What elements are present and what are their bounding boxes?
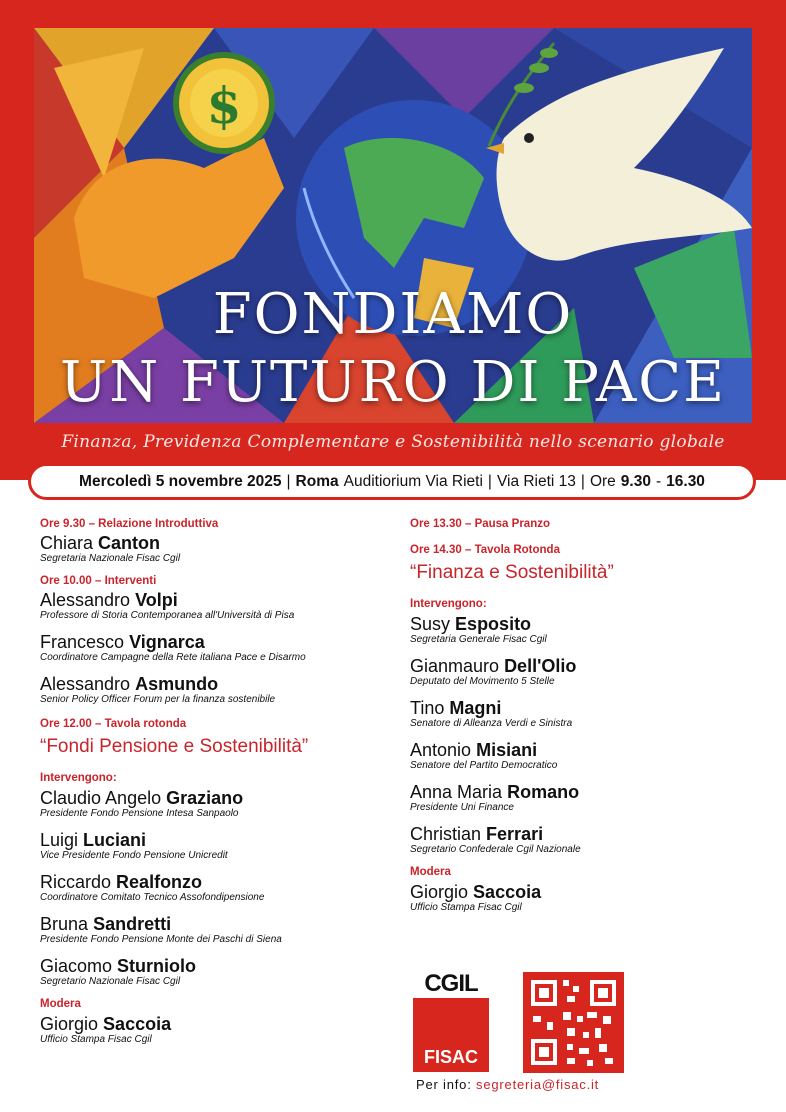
cgil-fisac-logo: [413, 970, 489, 1072]
speaker-role: Segretario Confederale Cgil Nazionale: [410, 844, 581, 855]
speaker-name: Susy Esposito: [410, 614, 532, 634]
session-time: Ore 14.30 – Tavola Rotonda: [410, 544, 560, 556]
speaker-name: Chiara Canton: [40, 533, 161, 553]
time-dash: -: [655, 472, 662, 490]
speaker-role: Presidente Uni Finance: [410, 802, 514, 813]
speaker-role: Deputato del Movimento 5 Stelle: [410, 676, 555, 687]
logo-top-text: CGIL: [413, 970, 489, 998]
start-time: 9.30: [620, 472, 651, 490]
roundtable-title: “Finanza e Sostenibilità”: [410, 562, 614, 583]
contact-info: [416, 1077, 599, 1092]
speaker-role: Segretario Nazionale Fisac Cgil: [40, 976, 181, 987]
event-city: Roma: [295, 472, 339, 490]
separator: |: [487, 472, 492, 490]
speaker-name: Anna Maria Romano: [410, 782, 580, 802]
speaker-name: Bruna Sandretti: [40, 914, 172, 934]
speaker-name: Alessandro Asmundo: [40, 674, 219, 694]
separator: |: [286, 472, 291, 490]
email-link[interactable]: segreteria@fisac.it: [476, 1077, 600, 1092]
session-time: Ore 9.30 – Relazione Introduttiva: [40, 518, 219, 530]
speaker-role: Presidente Fondo Pensione Monte dei Paschi di Siena: [40, 934, 282, 945]
session-time: Ore 10.00 – Interventi: [40, 575, 157, 587]
speaker-name: Francesco Vignarca: [40, 632, 205, 652]
moderator-label: Modera: [40, 998, 81, 1010]
speaker-name: Luigi Luciani: [40, 830, 147, 850]
event-date: Mercoledì 5 novembre 2025: [79, 472, 282, 490]
speaker-name: Tino Magni: [410, 698, 502, 718]
speaker-role: Segretaria Generale Fisac Cgil: [410, 634, 547, 645]
separator: |: [580, 472, 585, 490]
speaker-role: Presidente Fondo Pensione Intesa Sanpaolo: [40, 808, 239, 819]
event-venue: Auditiorium Via Rieti: [343, 472, 483, 490]
title-line-1: FONDIAMO: [212, 282, 574, 347]
speaker-name: Antonio Misiani: [410, 740, 538, 760]
hours-prefix: Ore: [589, 472, 616, 490]
speaker-name: Riccardo Realfonzo: [40, 872, 203, 892]
speaker-role: Vice Presidente Fondo Pensione Unicredit: [40, 850, 228, 861]
session-time: Ore 13.30 – Pausa Pranzo: [410, 518, 550, 530]
date-location-bar: [28, 463, 756, 500]
speaker-role: Senior Policy Officer Forum per la finanza sostenibile: [40, 694, 276, 705]
svg-text:$: $: [206, 76, 242, 135]
speaker-name: Gianmauro Dell'Olio: [410, 656, 577, 676]
speaker-role: Coordinatore Comitato Tecnico Assofondipensione: [40, 892, 265, 903]
info-label: Per info:: [416, 1077, 472, 1092]
program-left-column: [40, 518, 380, 1056]
title-line-2: UN FUTURO DI PACE: [60, 350, 726, 415]
speaker-role: Senatore del Partito Democratico: [410, 760, 558, 771]
event-address: Via Rieti 13: [496, 472, 576, 490]
speaker-name: Giacomo Sturniolo: [40, 956, 197, 976]
speaker-role: Coordinatore Campagne della Rete italiana Pace e Disarmo: [40, 652, 306, 663]
speaker-name: Giorgio Saccoia: [40, 1014, 172, 1034]
speaker-role: Ufficio Stampa Fisac Cgil: [410, 902, 522, 913]
speaker-name: Claudio Angelo Graziano: [40, 788, 244, 808]
moderator-label: Modera: [410, 866, 451, 878]
speaker-role: Ufficio Stampa Fisac Cgil: [40, 1034, 152, 1045]
speaker-role: Segretaria Nazionale Fisac Cgil: [40, 553, 181, 564]
speakers-label: Intervengono:: [40, 772, 117, 784]
speaker-name: Alessandro Volpi: [40, 590, 178, 610]
speaker-name: Christian Ferrari: [410, 824, 544, 844]
speaker-role: Senatore di Alleanza Verdi e Sinistra: [410, 718, 573, 729]
program-right-column: [410, 518, 750, 924]
speaker-name: Giorgio Saccoia: [410, 882, 542, 902]
speakers-label: Intervengono:: [410, 598, 487, 610]
end-time: 16.30: [666, 472, 705, 490]
speaker-role: Professore di Storia Contemporanea all'Università di Pisa: [40, 610, 295, 621]
event-subtitle: Finanza, Previdenza Complementare e Sostenibilità nello scenario globale: [61, 432, 725, 452]
roundtable-title: “Fondi Pensione e Sostenibilità”: [40, 736, 309, 757]
qr-code-pattern: [523, 972, 624, 1073]
logo-bottom-text: FISAC: [424, 1047, 478, 1067]
qr-code[interactable]: [523, 972, 624, 1073]
session-time: Ore 12.00 – Tavola rotonda: [40, 718, 187, 730]
